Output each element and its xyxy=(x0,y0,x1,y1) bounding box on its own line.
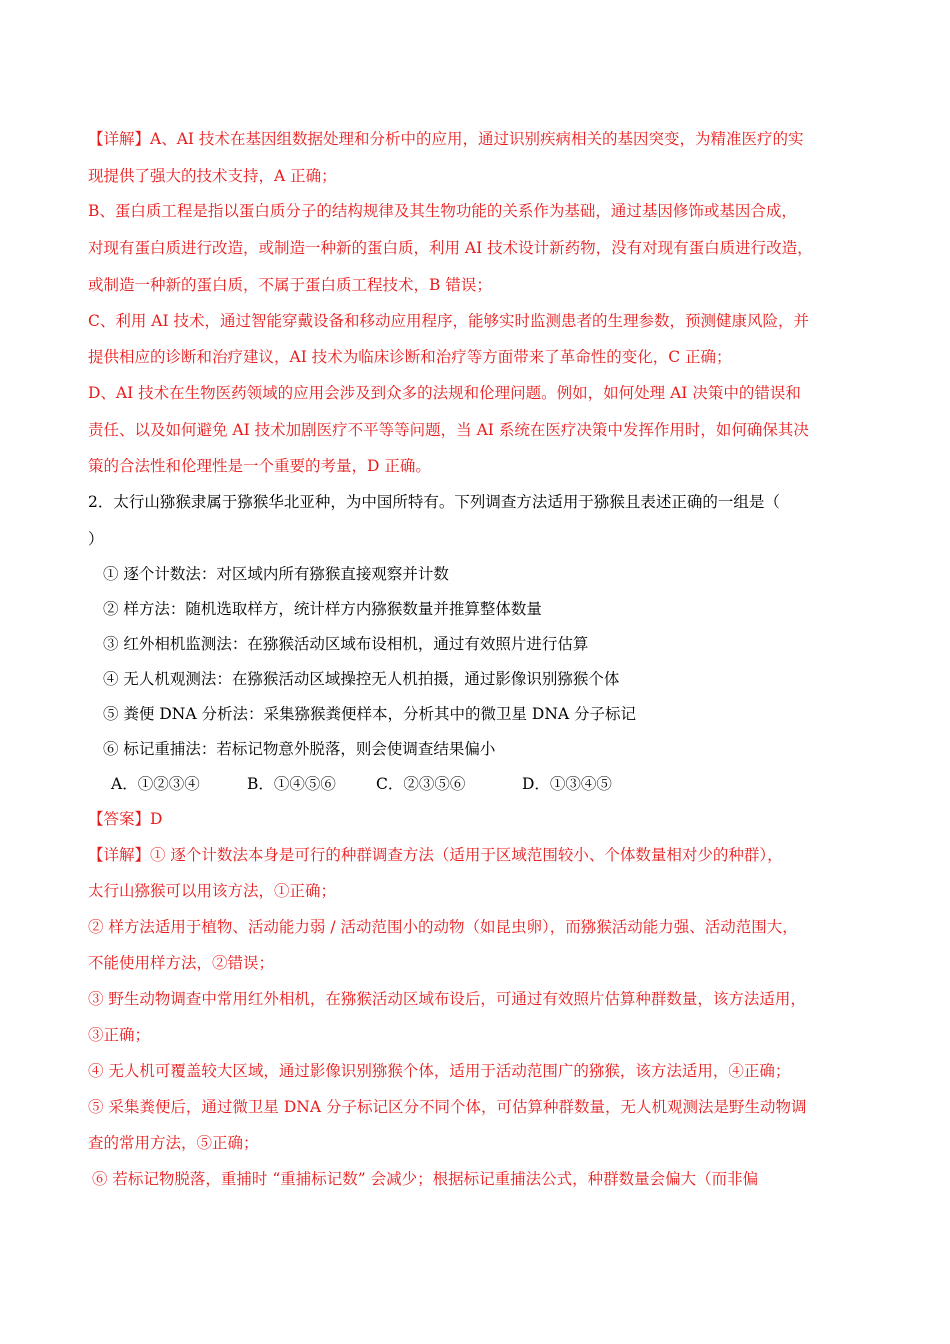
explanation-1-line: 现提供了强大的技术支持，A 正确； xyxy=(88,167,337,185)
question-item: ② 样方法：随机选取样方，统计样方内猕猴数量并推算整体数量 xyxy=(103,600,542,618)
explanation-1-line: 对现有蛋白质进行改造，或制造一种新的蛋白质，利用 AI 技术设计新药物，没有对现有蛋白质进行改造， xyxy=(88,239,813,257)
explanation-1-line: D、AI 技术在生物医药领域的应用会涉及到众多的法规和伦理问题。例如，如何处理 AI 决策中的错误和 xyxy=(88,384,801,402)
explanation-2-line: 查的常用方法，⑤正确； xyxy=(88,1134,259,1152)
question-item: ③ 红外相机监测法：在猕猴活动区域布设相机，通过有效照片进行估算 xyxy=(103,635,589,653)
explanation-1-line: 【详解】A、AI 技术在基因组数据处理和分析中的应用，通过识别疾病相关的基因突变，为精准医疗的实 xyxy=(88,130,804,148)
explanation-2-line: 太行山猕猴可以用该方法，①正确； xyxy=(88,882,337,900)
explanation-2-line: ③正确； xyxy=(88,1026,151,1044)
explanation-1-line: 提供相应的诊断和治疗建议，AI 技术为临床诊断和治疗等方面带来了革命性的变化，C 正确； xyxy=(88,348,732,366)
answer-line xyxy=(88,809,162,829)
explanation-1-line: C、利用 AI 技术，通过智能穿戴设备和移动应用程序，能够实时监测患者的生理参数，预测健康风险，并 xyxy=(88,312,810,330)
explanation-2-line: 【详解】① 逐个计数法本身是可行的种群调查方法（适用于区域范围较小、个体数量相对少的种群）， xyxy=(88,846,783,864)
question-item: ⑥ 标记重捕法：若标记物意外脱落，则会使调查结果偏小 xyxy=(103,740,496,758)
question-stem: 2．太行山猕猴隶属于猕猴华北亚种，为中国所特有。下列调查方法适用于猕猴且表述正确的一组是（ xyxy=(88,493,780,511)
explanation-1-line: 策的合法性和伦理性是一个重要的考量，D 正确。 xyxy=(88,457,431,475)
option-b: B．①④⑤⑥ xyxy=(247,775,336,793)
explanation-2-line: ⑤ 采集粪便后，通过微卫星 DNA 分子标记区分不同个体，可估算种群数量，无人机观测法是野生动物调 xyxy=(88,1098,807,1116)
option-d: D．①③④⑤ xyxy=(522,775,612,793)
explanation-1-line: 责任、以及如何避免 AI 技术加剧医疗不平等等问题，当 AI 系统在医疗决策中发挥作用时，如何确保其决 xyxy=(88,421,809,439)
question-stem-end: ） xyxy=(88,530,104,548)
answer-value: D xyxy=(150,810,163,828)
explanation-2-line: 不能使用样方法，②错误； xyxy=(88,954,275,972)
option-c: C．②③⑤⑥ xyxy=(376,775,466,793)
question-item: ① 逐个计数法：对区域内所有猕猴直接观察并计数 xyxy=(103,565,449,583)
explanation-2-line: ⑥ 若标记物脱落，重捕时 “重捕标记数” 会减少；根据标记重捕法公式，种群数量会偏大（而非偏 xyxy=(92,1170,759,1188)
answer-label: 【答案】 xyxy=(88,810,151,828)
explanation-1-line: B、蛋白质工程是指以蛋白质分子的结构规律及其生物功能的关系作为基础，通过基因修饰或基因合成， xyxy=(88,202,797,220)
explanation-2-line: ④ 无人机可覆盖较大区域，通过影像识别猕猴个体，适用于活动范围广的猕猴，该方法适用，④正确； xyxy=(88,1062,791,1080)
explanation-2-line: ③ 野生动物调查中常用红外相机，在猕猴活动区域布设后，可通过有效照片估算种群数量，该方法适用， xyxy=(88,990,806,1008)
question-item: ⑤ 粪便 DNA 分析法：采集猕猴粪便样本，分析其中的微卫星 DNA 分子标记 xyxy=(103,705,637,723)
explanation-2-line: ② 样方法适用于植物、活动能力弱 / 活动范围小的动物（如昆虫卵），而猕猴活动能力强、活动范围大， xyxy=(88,918,798,936)
explanation-1-line: 或制造一种新的蛋白质，不属于蛋白质工程技术，B 错误； xyxy=(88,276,492,294)
option-a: A．①②③④ xyxy=(111,775,200,793)
question-item: ④ 无人机观测法：在猕猴活动区域操控无人机拍摄，通过影像识别猕猴个体 xyxy=(103,670,620,688)
